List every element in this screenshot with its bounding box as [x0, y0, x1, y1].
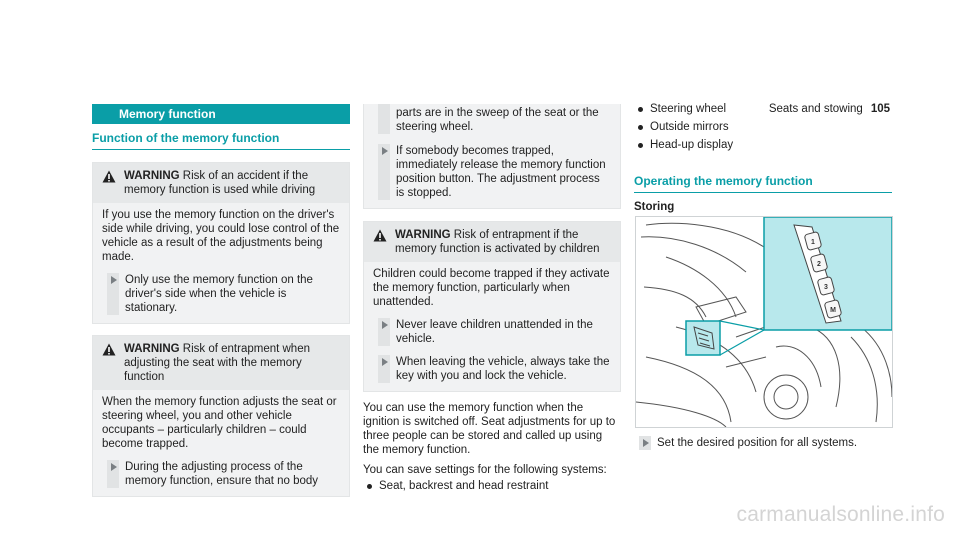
- warning-body: [364, 262, 620, 391]
- section-bar-title: Memory function: [92, 104, 350, 124]
- warning-step-text: When leaving the vehicle, always take the key with you and lock the vehicle.: [396, 356, 610, 382]
- warning-step: [102, 273, 340, 315]
- button-label-2: 2: [817, 261, 821, 268]
- warning-box-continued: [363, 104, 621, 209]
- paragraph-systems: You can save settings for the following systems:: [363, 464, 607, 476]
- warning-body: [93, 390, 349, 496]
- arrow-right-icon: [643, 439, 649, 447]
- warning-step: [102, 460, 340, 488]
- warning-step: [373, 144, 611, 200]
- warning-step-text: During the adjusting process of the memory function, ensure that no body: [125, 461, 319, 487]
- list-item: Steering wheel: [634, 100, 892, 118]
- warning-step-text: Never leave children unattended in the vehicle.: [396, 319, 593, 345]
- step-bar: [378, 104, 390, 134]
- subheading-rule: [634, 192, 892, 193]
- warning-body-text: If you use the memory function on the driver's side while driving, you could lose control of the vehicle as a result of the adjustments being made.: [102, 209, 340, 263]
- warning-step-text: If somebody becomes trapped, immediately release the memory function position button. The adjustment process is stopped.: [396, 145, 606, 199]
- warning-body: [93, 203, 349, 323]
- step-text: Set the desired position for all systems.: [657, 437, 858, 449]
- warning-box-children: [363, 221, 621, 392]
- warning-body-text: When the memory function adjusts the seat or steering wheel, you and other vehicle occupants – particularly children – could become trapped.: [102, 396, 337, 450]
- storing-step: [634, 436, 892, 450]
- warning-triangle-icon: [102, 170, 116, 183]
- systems-list: [363, 477, 621, 495]
- subheading-rule: [92, 149, 350, 150]
- list-item: Outside mirrors: [634, 118, 892, 136]
- warning-box-accident: [92, 162, 350, 324]
- warning-body-text: Children could become trapped if they activate the memory function, particularly when unattended.: [373, 268, 610, 308]
- warning-step: [373, 355, 611, 383]
- list-item: Head-up display: [634, 136, 892, 154]
- paragraph-usage: You can use the memory function when the ignition is switched off. Seat adjustments for up to three people can be stored and called up using the memory function.: [363, 402, 616, 456]
- arrow-right-icon: [111, 463, 117, 471]
- door-panel-drawing: [636, 217, 892, 427]
- arrow-right-icon: [111, 276, 117, 284]
- warning-label: WARNING: [395, 229, 451, 241]
- arrow-right-icon: [382, 321, 388, 329]
- list-item: Seat, backrest and head restraint: [363, 477, 621, 495]
- warning-box-entrapment: [92, 335, 350, 497]
- systems-list-continued: [634, 100, 892, 154]
- warning-label: WARNING: [124, 170, 180, 182]
- button-label-3: 3: [824, 284, 828, 291]
- subheading-operating: Operating the memory function: [634, 174, 813, 188]
- warning-header: [93, 336, 349, 390]
- warning-triangle-icon: [102, 343, 116, 356]
- warning-label: WARNING: [124, 343, 180, 355]
- storing-label: Storing: [634, 201, 675, 213]
- button-label-m: M: [830, 307, 836, 314]
- warning-head-text: Risk of entrapment if the memory function is activated by children: [395, 229, 600, 255]
- section-title: Seats and stowing: [768, 103, 863, 115]
- warning-step: [373, 318, 611, 346]
- warning-step-continued: [373, 104, 611, 134]
- warning-head-text: Risk of an accident if the memory function is used while driving: [124, 170, 316, 196]
- column-1: [92, 104, 350, 497]
- warning-triangle-icon: [373, 229, 387, 242]
- warning-header: [364, 222, 620, 262]
- column-2: [363, 104, 621, 495]
- step-set-position: [634, 436, 892, 450]
- warning-head-text: Risk of entrapment when adjusting the seat with the memory function: [124, 343, 310, 383]
- column-3: [634, 100, 892, 213]
- highlight-small-box: [686, 321, 720, 355]
- warning-step-text: Only use the memory function on the driver's side when the vehicle is stationary.: [125, 274, 313, 314]
- continued-text: parts are in the sweep of the seat or the steering wheel.: [396, 107, 599, 133]
- arrow-right-icon: [382, 358, 388, 366]
- subheading-function: Function of the memory function: [92, 131, 280, 145]
- warning-header: [93, 163, 349, 203]
- watermark: carmanualsonline.info: [736, 503, 945, 526]
- memory-buttons-illustration: [635, 216, 893, 428]
- page-number: 105: [870, 103, 890, 115]
- button-label-1: 1: [811, 239, 815, 246]
- arrow-right-icon: [382, 147, 388, 155]
